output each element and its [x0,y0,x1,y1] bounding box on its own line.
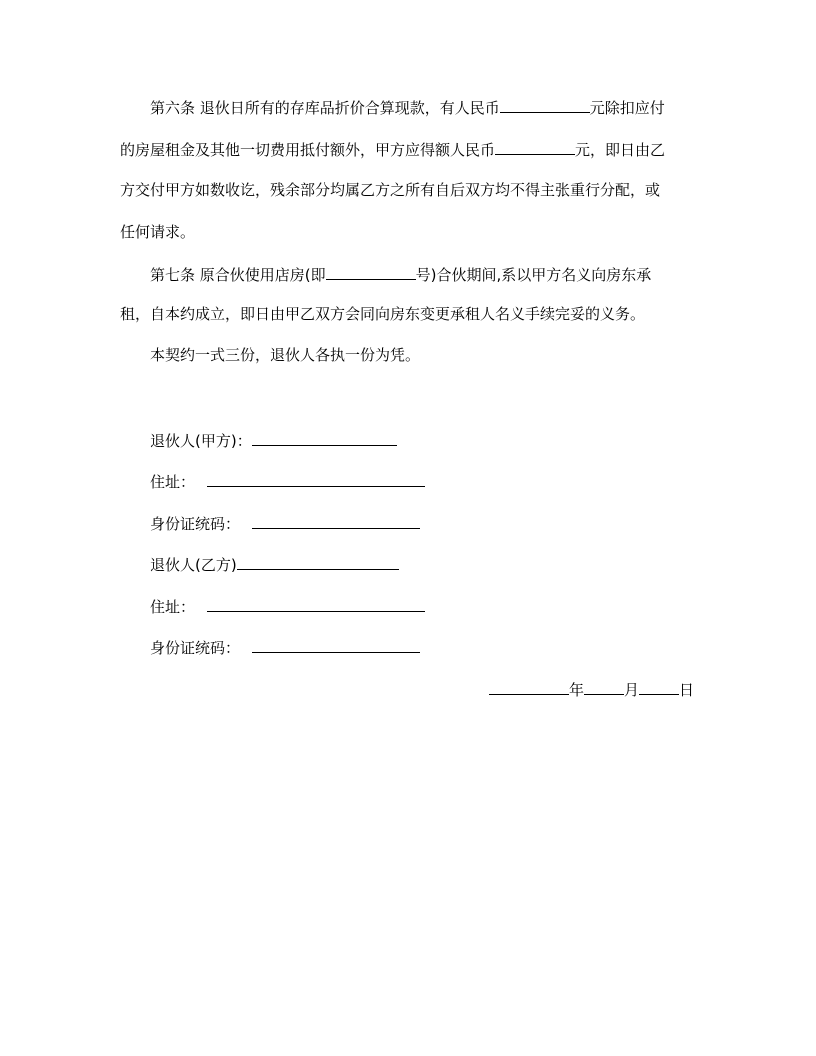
day-field[interactable] [639,678,679,695]
signature-party-a [150,429,397,451]
month-label: 月 [623,681,639,699]
article6-text-1a: 第六条 退伙日所有的存库品折价合算现款，有人民币 [150,99,500,117]
signature-id-b [150,636,420,658]
signature-id-a [150,512,420,534]
address-a-label: 住址： [150,473,196,491]
blank-amount-inventory[interactable] [500,96,590,113]
id-b-label: 身份证统码： [150,639,241,657]
article7-text-2: 租，自本约成立，即日由甲乙双方会同向房东变更承租人名义手续完妥的义务。 [120,305,646,323]
article6-text-1b: 元除扣应付 [589,99,665,117]
party-b-field[interactable] [237,553,399,570]
day-label: 日 [678,681,694,699]
closing-line [150,345,420,365]
month-field[interactable] [584,678,624,695]
year-label: 年 [568,681,584,699]
article6-line4 [120,222,195,242]
party-a-field[interactable] [252,429,397,446]
signature-party-b [150,553,399,575]
blank-shop-number[interactable] [326,263,416,280]
article7-text-1b: 号)合伙期间,系以甲方名义向房东承 [415,266,652,284]
address-b-field[interactable] [207,595,425,612]
address-b-label: 住址： [150,598,196,616]
article6-text-2b: 元，即日由乙 [575,141,666,159]
article6-line2 [120,138,665,160]
id-a-field[interactable] [252,512,420,529]
party-b-label: 退伙人(乙方) [150,556,237,574]
signature-address-a [150,470,425,492]
article7-text-1a: 第七条 原合伙使用店房(即 [150,266,326,284]
address-a-field[interactable] [207,470,425,487]
article6-line1 [150,96,665,118]
party-a-label: 退伙人(甲方)： [150,432,252,450]
article7-line1 [150,263,651,285]
article6-text-2a: 的房屋租金及其他一切费用抵付额外，甲方应得额人民币 [120,141,496,159]
id-a-label: 身份证统码： [150,515,241,533]
blank-amount-party-a[interactable] [495,138,575,155]
article6-text-3: 方交付甲方如数收讫，残余部分均属乙方之所有自后双方均不得主张重行分配，或 [120,181,661,199]
article7-line2 [120,304,645,324]
article6-line3 [120,180,660,200]
closing-text: 本契约一式三份，退伙人各执一份为凭。 [150,346,421,364]
id-b-field[interactable] [252,636,420,653]
year-field[interactable] [489,678,569,695]
article6-text-4: 任何请求。 [120,223,196,241]
date-line [489,678,694,700]
signature-address-b [150,595,425,617]
